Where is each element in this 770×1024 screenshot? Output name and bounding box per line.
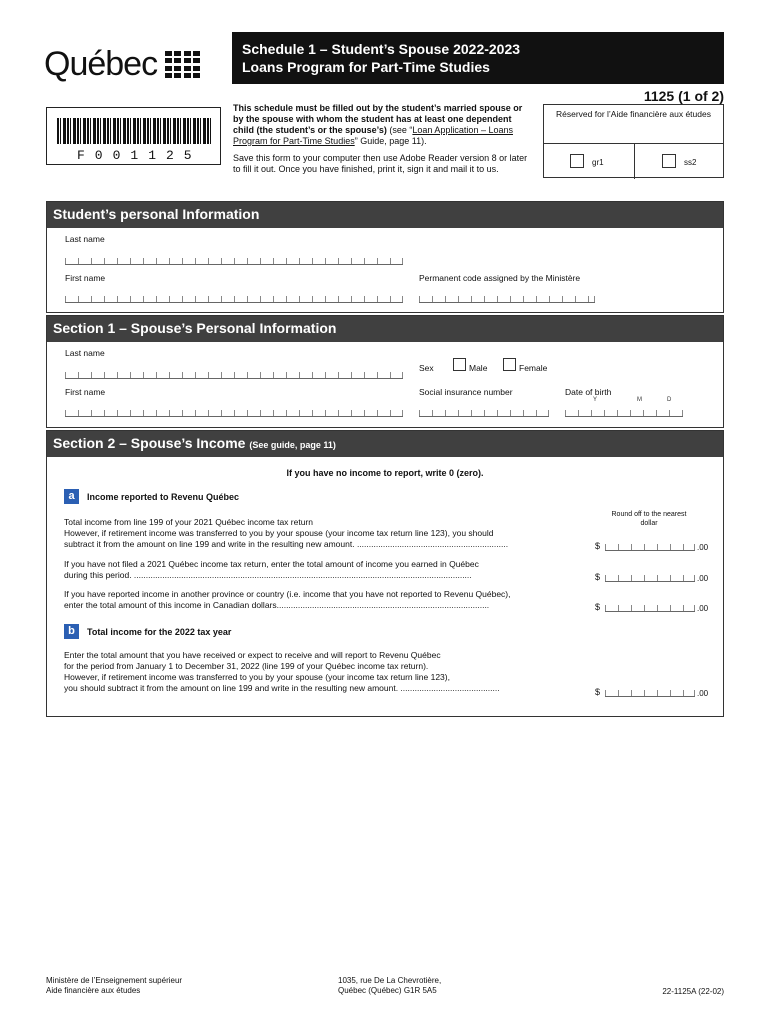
income-other-field[interactable]	[605, 600, 695, 612]
b-line-1: Enter the total amount that you have received or expect to receive and will report to Revenu Québec	[64, 650, 441, 660]
sex-label: Sex	[419, 363, 434, 373]
reserved-label: Réserved for l’Aide financière aux études	[556, 109, 711, 119]
dollar-sign-4: $	[595, 687, 601, 697]
male-checkbox[interactable]	[453, 358, 466, 371]
dob-label: Date of birth	[565, 387, 612, 397]
a-line-5: during this period. ...............................................................................................................................................	[64, 570, 472, 580]
ss2-label: ss2	[684, 158, 697, 167]
instructions-bold: This schedule must be filled out by the student’s married spouse or by the spouse with whom the student has at least one dependent child (the student’s or the spouse’s)	[233, 103, 523, 135]
form-title: Schedule 1 – Student’s Spouse 2022-2023	[242, 41, 521, 57]
cents-4: .00	[697, 689, 709, 698]
instructions-post-link: ” Guide, page 11).	[354, 136, 427, 146]
barcode-box	[46, 107, 221, 165]
spouse-last-name-field[interactable]	[65, 367, 403, 379]
student-info-section	[46, 201, 724, 313]
spouse-first-name-field[interactable]	[65, 405, 403, 417]
barcode-number: F001125	[77, 148, 202, 163]
permanent-code-label: Permanent code assigned by the Ministère	[419, 273, 581, 283]
dollar-sign-2: $	[595, 572, 601, 582]
cents-1: .00	[697, 543, 709, 552]
section2-guide-ref: (See guide, page 11)	[249, 440, 336, 450]
zero-income-note: If you have no income to report, write 0 (zero).	[286, 468, 484, 478]
cents-3: .00	[697, 604, 709, 613]
footer-form-code: 22-1125A (22-02)	[662, 987, 724, 996]
section2-heading	[47, 431, 723, 457]
income-quebec-field[interactable]	[605, 570, 695, 582]
dob-day-label: D	[667, 397, 672, 403]
instructions-pre-link: (see “	[389, 125, 413, 135]
fleur-de-lis-flag-icon	[165, 51, 200, 78]
form-title-box	[232, 32, 724, 84]
footer-address-line1: 1035, rue De La Chevrotière,	[338, 976, 442, 985]
female-checkbox[interactable]	[503, 358, 516, 371]
student-first-name-label: First name	[65, 273, 106, 283]
dob-month-label: M	[637, 397, 642, 403]
part-b-title: Total income for the 2022 tax year	[87, 627, 232, 637]
sin-label: Social insurance number	[419, 387, 513, 397]
quebec-logo	[44, 44, 234, 84]
ss2-checkbox[interactable]	[662, 154, 676, 168]
income-line199-field[interactable]	[605, 539, 695, 551]
gr1-checkbox[interactable]	[570, 154, 584, 168]
dollar-sign-1: $	[595, 541, 601, 551]
student-first-name-field[interactable]	[65, 291, 403, 303]
footer-ministry-line1: Ministère de l’Enseignement supérieur	[46, 976, 183, 985]
male-label: Male	[469, 363, 488, 373]
section2-spouse-income	[46, 430, 724, 717]
spouse-first-name-label: First name	[65, 387, 106, 397]
page-number: 1125 (1 of 2)	[643, 88, 724, 104]
student-last-name-field[interactable]	[65, 253, 403, 265]
footer-ministry	[46, 976, 182, 996]
form-subtitle: Loans Program for Part-Time Studies	[242, 59, 490, 75]
part-b-badge: b	[64, 624, 79, 639]
footer-ministry-line2: Aide financière aux études	[46, 986, 141, 995]
part-a-badge: a	[64, 489, 79, 504]
part-a-paragraph-1	[64, 517, 594, 550]
footer-address-line2: Québec (Québec) G1R 5A5	[338, 986, 437, 995]
logo-text: Québec	[44, 44, 158, 83]
dollar-sign-3: $	[595, 602, 601, 612]
guide-link[interactable]: Loan Application – Loans Program for Part-Time Studies	[233, 125, 513, 146]
instructions-save: Save this form to your computer then use Adobe Reader version 8 or later to fill it out. Once you have finished, print it, sign it and mail it to us.	[233, 153, 528, 174]
part-a-paragraph-2	[64, 559, 594, 581]
section1-spouse-info	[46, 315, 724, 428]
barcode-icon	[57, 118, 212, 144]
gr1-label: gr1	[592, 158, 604, 167]
instructions	[233, 103, 533, 175]
spouse-last-name-label: Last name	[65, 348, 105, 358]
a-line-6: If you have reported income in another province or country (i.e. income that you have not reported to Revenu Québec),	[64, 589, 511, 599]
section2-title: Section 2 – Spouse’s Income	[53, 435, 246, 451]
part-a-paragraph-3	[64, 589, 594, 611]
a-line-2: However, if retirement income was transferred to you by your spouse (your income tax return line 123), you should	[64, 528, 494, 538]
cents-2: .00	[697, 574, 709, 583]
permanent-code-field[interactable]	[419, 291, 595, 303]
b-line-3: However, if retirement income was transferred to you by your spouse (your income tax return line 123),	[64, 672, 450, 682]
student-last-name-label: Last name	[65, 234, 105, 244]
income-2022-field[interactable]	[605, 685, 695, 697]
section1-heading: Section 1 – Spouse’s Personal Information	[47, 316, 723, 342]
female-label: Female	[519, 363, 548, 373]
footer-address	[338, 976, 441, 996]
a-line-7: enter the total amount of this income in Canadian dollars..........................................................................................	[64, 600, 490, 610]
round-note: Round off to the nearest dollar	[611, 511, 687, 527]
a-line-1: Total income from line 199 of your 2021 Québec income tax return	[64, 517, 313, 527]
part-a-title: Income reported to Revenu Québec	[87, 492, 240, 502]
a-line-3: subtract it from the amount on line 199 and write in the resulting new amount. ................................................................	[64, 539, 509, 549]
a-line-4: If you have not filed a 2021 Québec income tax return, enter the total amount of income you earned in Québec	[64, 559, 479, 569]
part-b-paragraph	[64, 650, 594, 694]
sin-field[interactable]	[419, 405, 549, 417]
reserved-box	[543, 104, 724, 178]
student-section-heading: Student’s personal Information	[47, 202, 723, 228]
b-line-2: for the period from January 1 to December 31, 2022 (line 199 of your Québec income tax return).	[64, 661, 429, 671]
b-line-4: you should subtract it from the amount on line 199 and write in the resulting new amount. ..........................................	[64, 683, 500, 693]
dob-year-label: Y	[593, 397, 598, 403]
dob-field[interactable]	[565, 405, 683, 417]
